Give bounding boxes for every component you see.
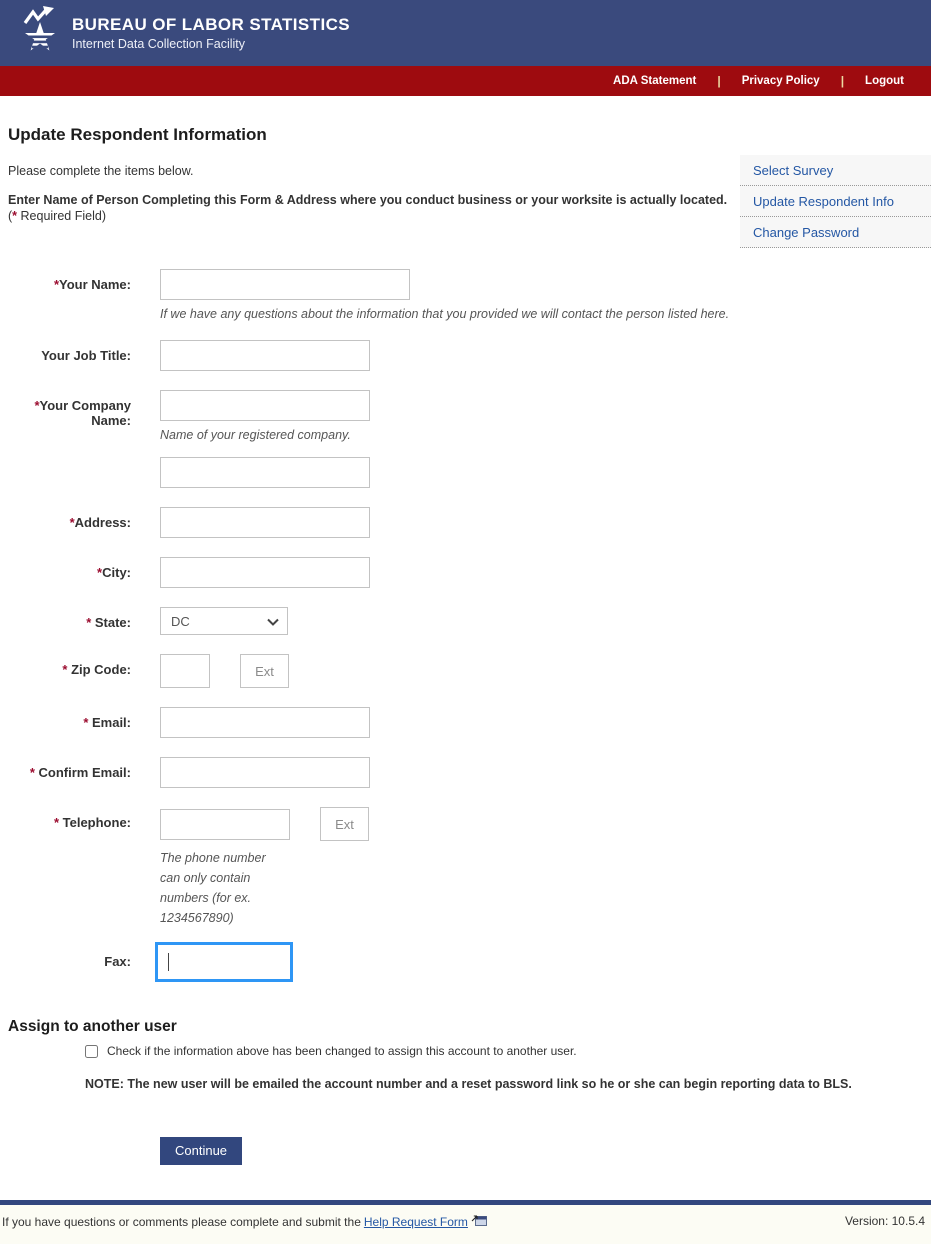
respondent-form	[8, 269, 931, 982]
text-cursor	[168, 953, 169, 971]
page-title: Update Respondent Information	[8, 125, 267, 144]
external-link-icon	[471, 1214, 488, 1230]
field-row-state	[8, 607, 931, 635]
assign-section	[8, 1018, 931, 1091]
email-input[interactable]	[160, 707, 370, 738]
sidebar-item-update-respondent-info[interactable]: Update Respondent Info	[740, 186, 931, 217]
required-asterisk: *	[34, 398, 40, 413]
footer-help-text: If you have questions or comments please complete and submit the	[2, 1215, 361, 1229]
required-asterisk: *	[53, 815, 60, 830]
field-row-company-name-2	[8, 457, 931, 488]
field-row-telephone	[8, 807, 931, 928]
bls-star-logo-icon	[20, 6, 64, 61]
telephone-help-text: The phone number can only contain numbers (for ex. 1234567890)	[160, 851, 266, 925]
field-row-address	[8, 507, 931, 538]
field-row-zip-code	[8, 654, 931, 688]
top-nav-bar	[0, 66, 931, 96]
required-asterisk: *	[12, 209, 18, 223]
field-row-your-name	[8, 269, 931, 321]
field-row-email	[8, 707, 931, 738]
field-row-job-title	[8, 340, 931, 371]
company-name-help-text: Name of your registered company.	[160, 428, 351, 442]
help-request-form-link[interactable]: Help Request Form	[363, 1215, 468, 1229]
state-select-value: DC	[171, 613, 190, 629]
address-label: *Address:	[69, 515, 131, 530]
sidebar-menu	[740, 155, 931, 248]
your-name-input[interactable]	[160, 269, 410, 300]
email-label: * Email:	[83, 715, 131, 730]
required-asterisk: *	[97, 565, 103, 580]
version-label: Version: 10.5.4	[844, 1214, 925, 1228]
continue-button[interactable]: Continue	[160, 1137, 242, 1165]
app-header	[0, 0, 931, 66]
nav-link-privacy-policy[interactable]: Privacy Policy	[741, 75, 820, 87]
sidebar-item-change-password[interactable]: Change Password	[740, 217, 931, 248]
telephone-ext-input[interactable]	[320, 807, 369, 841]
app-title: BUREAU OF LABOR STATISTICS	[72, 15, 350, 35]
nav-separator: |	[717, 74, 721, 88]
fax-label: Fax:	[104, 954, 131, 969]
confirm-email-label: * Confirm Email:	[29, 765, 131, 780]
nav-link-logout[interactable]: Logout	[865, 75, 904, 87]
main-content	[0, 125, 931, 1165]
company-name-input[interactable]	[160, 390, 370, 421]
city-input[interactable]	[160, 557, 370, 588]
instructions-text: Enter Name of Person Completing this Form & Address where you conduct business or your worksite is actually located.	[8, 193, 728, 207]
job-title-input[interactable]	[160, 340, 370, 371]
required-asterisk: *	[69, 515, 75, 530]
assign-checkbox-label: Check if the information above has been changed to assign this account to another user.	[107, 1044, 577, 1058]
zip-code-label: * Zip Code:	[62, 662, 131, 677]
telephone-input[interactable]	[160, 809, 290, 840]
empty-label	[8, 457, 131, 488]
required-asterisk: *	[83, 715, 89, 730]
required-asterisk: *	[29, 765, 35, 780]
required-field-note: (* Required Field)	[8, 209, 106, 223]
field-row-fax	[8, 942, 931, 982]
required-asterisk: *	[62, 662, 68, 677]
field-row-confirm-email	[8, 757, 931, 788]
company-name-label: *Your Company Name:	[34, 398, 131, 428]
chevron-down-icon	[267, 614, 279, 629]
nav-separator: |	[840, 74, 845, 88]
your-name-help-text: If we have any questions about the information that you provided we will contact the person listed here.	[160, 307, 730, 321]
state-label: * State:	[86, 615, 131, 630]
nav-link-ada-statement[interactable]: ADA Statement	[613, 75, 697, 87]
address-input[interactable]	[160, 507, 370, 538]
page-footer	[0, 1200, 931, 1244]
company-name-2-input[interactable]	[160, 457, 370, 488]
city-label: *City:	[97, 565, 131, 580]
state-select[interactable]	[160, 607, 288, 635]
required-asterisk: *	[53, 277, 59, 292]
fax-input[interactable]	[155, 942, 293, 982]
zip-ext-input[interactable]	[240, 654, 289, 688]
assign-checkbox-row	[85, 1044, 931, 1058]
required-asterisk: *	[86, 615, 92, 630]
zip-code-input[interactable]	[160, 654, 210, 688]
assign-note: NOTE: The new user will be emailed the account number and a reset password link so he or she can begin reporting data to BLS.	[85, 1077, 852, 1091]
assign-checkbox[interactable]	[85, 1045, 98, 1058]
app-subtitle: Internet Data Collection Facility	[72, 36, 245, 51]
your-name-label: *Your Name:	[53, 277, 131, 292]
telephone-label: * Telephone:	[53, 815, 131, 830]
sidebar-item-select-survey[interactable]: Select Survey	[740, 155, 931, 186]
job-title-label: Your Job Title:	[41, 348, 131, 363]
assign-heading: Assign to another user	[8, 1018, 177, 1035]
field-row-company-name	[8, 390, 931, 442]
confirm-email-input[interactable]	[160, 757, 370, 788]
intro-text: Please complete the items below.	[8, 164, 194, 178]
field-row-city	[8, 557, 931, 588]
